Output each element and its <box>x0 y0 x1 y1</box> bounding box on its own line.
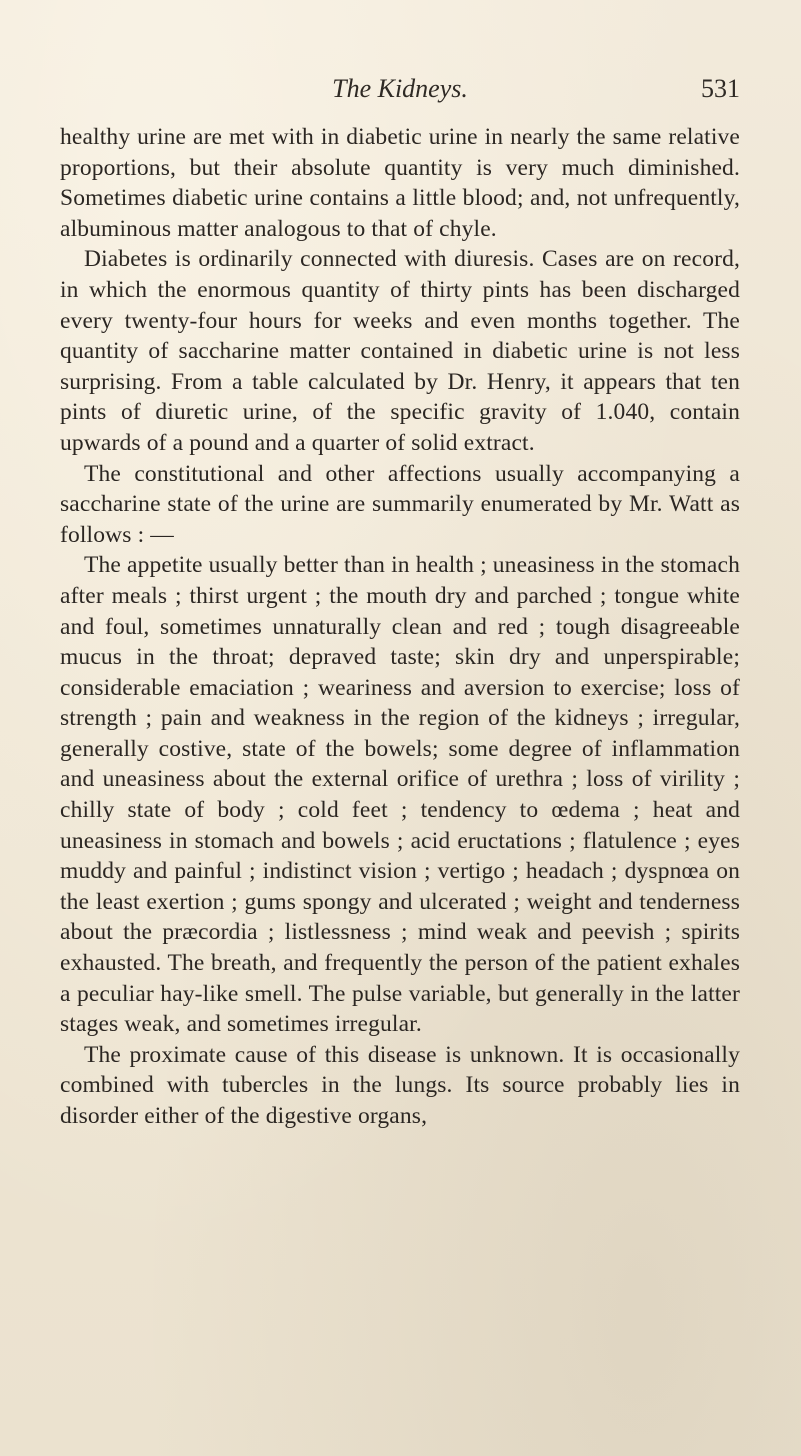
paragraph-proximate-cause: The proximate cause of this disease is unknown. It is occasionally combined with tubercles in the lungs. Its source probably lies in disorder either of the digestive organs, <box>60 1041 740 1129</box>
paragraph-continued: healthy urine are met with in diabetic urine in nearly the same relative proportions, but their absolute quantity is very much diminished. Sometimes diabetic urine contains a little blood; and, not unfrequently, albuminous matter analogous to that of chyle. <box>60 124 740 242</box>
page-header <box>60 74 740 108</box>
paragraph-constitutional-affections: The constitutional and other affections usually accompanying a saccharine state of the urine are summarily enumerated by Mr. Watt as follows : — <box>60 460 740 548</box>
body-text <box>60 122 740 1132</box>
running-title: The Kidneys. <box>332 74 468 103</box>
page-number: 531 <box>701 74 740 103</box>
paragraph-symptoms-list: The appetite usually better than in health ; uneasiness in the stomach after meals ; thirst urgent ; the mouth dry and parched ; tongue white and foul, sometimes unnaturally clean and red ; tough disagreeable mucus in the throat; depraved taste; skin dry and unperspirable; considerable emaciation ; weariness and aversion to exercise; loss of strength ; pain and weakness in the region of the kidneys ; irregular, generally costive, state of the bowels; some degree of inflammation and uneasiness about the external orifice of urethra ; loss of virility ; chilly state of body ; cold feet ; tendency to œdema ; heat and uneasiness in stomach and bowels ; acid eructations ; flatulence ; eyes muddy and painful ; indistinct vision ; vertigo ; headach ; dyspnœa on the least exertion ; gums spongy and ulcerated ; weight and tenderness about the præcordia ; listlessness ; mind weak and peevish ; spirits exhausted. The breath, and frequently the person of the patient exhales a peculiar hay-like smell. The pulse variable, but generally in the latter stages weak, and sometimes irregular. <box>60 552 740 1038</box>
paragraph-diuresis: Diabetes is ordinarily connected with diuresis. Cases are on record, in which the enormous quantity of thirty pints has been discharged every twenty-four hours for weeks and even months together. The quantity of saccharine matter contained in diabetic urine is not less surprising. From a table calculated by Dr. Henry, it appears that ten pints of diuretic urine, of the specific gravity of 1.040, contain upwards of a pound and a quarter of solid extract. <box>60 246 740 456</box>
